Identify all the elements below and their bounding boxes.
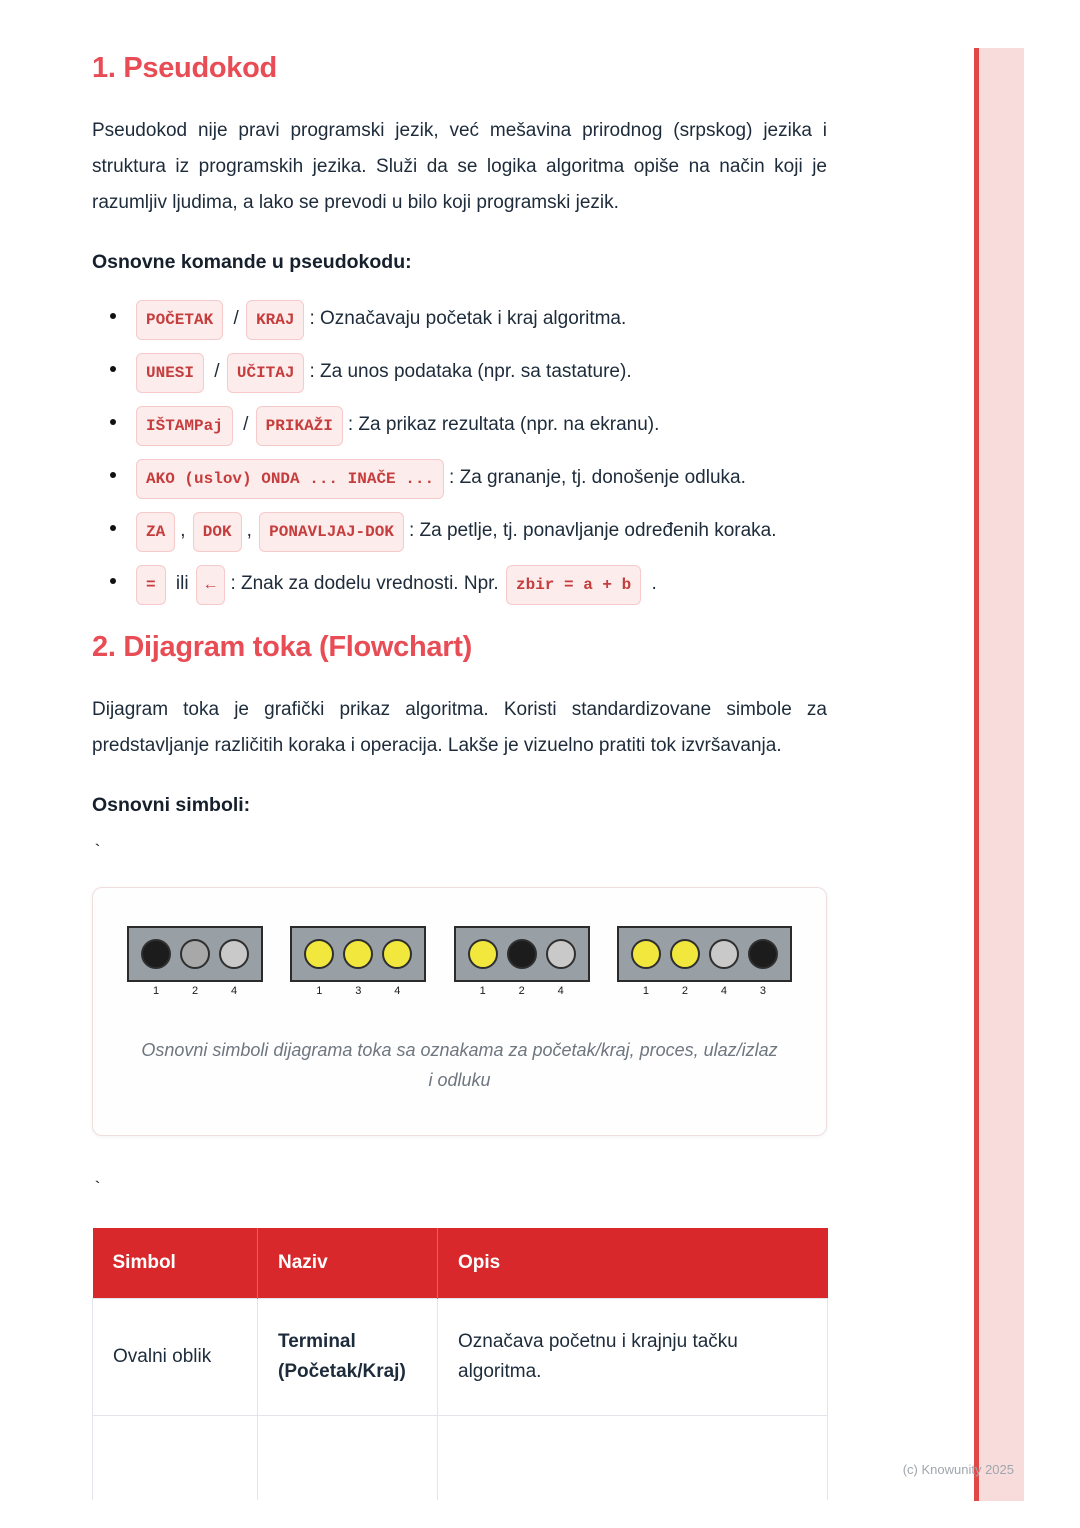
- signal-label: 1: [479, 985, 486, 997]
- signal-group: [290, 926, 426, 997]
- stray-backtick-2: `: [92, 1180, 103, 1200]
- symbols-table: [92, 1228, 828, 1500]
- signal-group: [454, 926, 590, 997]
- signal-box: [454, 926, 590, 982]
- signal-labels: [454, 982, 590, 997]
- code-chip: DOK: [193, 512, 242, 552]
- signal-light-lightgray-icon: [219, 939, 249, 969]
- code-chip: KRAJ: [246, 300, 304, 340]
- signal-box: [290, 926, 426, 982]
- signal-label: 2: [191, 985, 199, 997]
- table-cell-simbol: [93, 1416, 258, 1500]
- command-item: ZA , DOK , PONAVLJAJ-DOK : Za petlje, tj. ponavljanje određenih koraka.: [108, 512, 827, 552]
- code-chip: =: [136, 565, 166, 605]
- signal-groups-row: [125, 926, 794, 997]
- section-1-intro: Pseudokod nije pravi programski jezik, već mešavina prirodnog (srpskog) jezika i struktura iz programskih jezika. Služi da se logika algoritma opiše na način koji je razumljiv ljudima, a lako se prevodi u bilo koji programski jezik.: [92, 120, 827, 213]
- signal-light-yellow-icon: [382, 939, 412, 969]
- signal-label: 4: [720, 985, 728, 997]
- table-cell-naziv: [258, 1416, 438, 1500]
- signal-label: 1: [316, 985, 323, 997]
- command-item: UNESI / UČITAJ : Za unos podataka (npr. sa tastature).: [108, 353, 827, 393]
- code-chip: POČETAK: [136, 300, 223, 340]
- section-1-title: 1. Pseudokod: [92, 52, 277, 84]
- signal-light-yellow-icon: [343, 939, 373, 969]
- signal-light-yellow-icon: [631, 939, 661, 969]
- page-edge-stripe: [978, 48, 1024, 1501]
- code-chip: PONAVLJAJ-DOK: [259, 512, 404, 552]
- signal-label: 4: [394, 985, 401, 997]
- command-item: AKO (uslov) ONDA ... INAČE ... : Za grananje, tj. donošenje odluka.: [108, 459, 827, 499]
- command-item: = ili ← : Znak za dodelu vrednosti. Npr. zbir = a + b .: [108, 565, 827, 605]
- signal-labels: [617, 982, 792, 997]
- signal-label: 1: [642, 985, 650, 997]
- signal-box: [127, 926, 263, 982]
- table-cell-simbol: Ovalni oblik: [93, 1299, 258, 1416]
- table-cell-naziv: Terminal (Početak/Kraj): [258, 1299, 438, 1416]
- signal-light-lightgray-icon: [546, 939, 576, 969]
- signal-label: 2: [681, 985, 689, 997]
- signal-light-lightgray-icon: [709, 939, 739, 969]
- signal-light-black-icon: [748, 939, 778, 969]
- signal-label: 2: [518, 985, 525, 997]
- signal-light-yellow-icon: [468, 939, 498, 969]
- command-item: POČETAK / KRAJ : Označavaju početak i kraj algoritma.: [108, 300, 827, 340]
- signal-light-yellow-icon: [304, 939, 334, 969]
- commands-heading: Osnovne komande u pseudokodu:: [92, 251, 412, 273]
- signal-labels: [127, 982, 263, 997]
- commands-list: [92, 300, 827, 605]
- watermark: (c) Knowunity 2025: [902, 1462, 1014, 1477]
- signal-light-gray-icon: [180, 939, 210, 969]
- signal-light-black-icon: [507, 939, 537, 969]
- signal-label: 3: [759, 985, 767, 997]
- table-cell-opis: Označava početnu i krajnju tačku algoritma.: [438, 1299, 828, 1416]
- section-2-title: 2. Dijagram toka (Flowchart): [92, 631, 472, 663]
- signal-label: 3: [355, 985, 362, 997]
- table-row: [93, 1416, 828, 1500]
- code-chip: zbir = a + b: [506, 565, 641, 605]
- signal-light-yellow-icon: [670, 939, 700, 969]
- table-header-cell: Simbol: [93, 1228, 258, 1299]
- figure-caption: Osnovni simboli dijagrama toka sa oznakama za početak/kraj, proces, ulaz/izlaz i odluku: [141, 1040, 778, 1090]
- signal-light-black-icon: [141, 939, 171, 969]
- document-content: [92, 0, 827, 1500]
- table-row: [93, 1299, 828, 1416]
- signal-label: 4: [230, 985, 238, 997]
- signal-label: 1: [152, 985, 160, 997]
- signal-group: [617, 926, 792, 997]
- table-cell-opis: [438, 1416, 828, 1500]
- symbols-heading: Osnovni simboli:: [92, 794, 251, 816]
- signal-label: 4: [557, 985, 564, 997]
- table-header-cell: Opis: [438, 1228, 828, 1299]
- code-chip: UČITAJ: [227, 353, 305, 393]
- flowchart-symbols-figure: [92, 887, 827, 1136]
- table-header-cell: Naziv: [258, 1228, 438, 1299]
- table-header-row: [93, 1228, 828, 1299]
- code-chip: ←: [196, 565, 226, 605]
- page-edge-line: [974, 48, 979, 1501]
- code-chip: IŠTAMPaj: [136, 406, 233, 446]
- signal-box: [617, 926, 792, 982]
- signal-labels: [290, 982, 426, 997]
- code-chip: ZA: [136, 512, 175, 552]
- stray-backtick-1: `: [92, 843, 103, 863]
- code-chip: AKO (uslov) ONDA ... INAČE ...: [136, 459, 444, 499]
- section-2-intro: Dijagram toka je grafički prikaz algoritma. Koristi standardizovane simbole za predstavljanje različitih koraka i operacija. Lakše je vizuelno pratiti tok izvršavanja.: [92, 699, 827, 756]
- code-chip: UNESI: [136, 353, 204, 393]
- command-item: IŠTAMPaj / PRIKAŽI : Za prikaz rezultata (npr. na ekranu).: [108, 406, 827, 446]
- signal-group: [127, 926, 263, 997]
- code-chip: PRIKAŽI: [256, 406, 343, 446]
